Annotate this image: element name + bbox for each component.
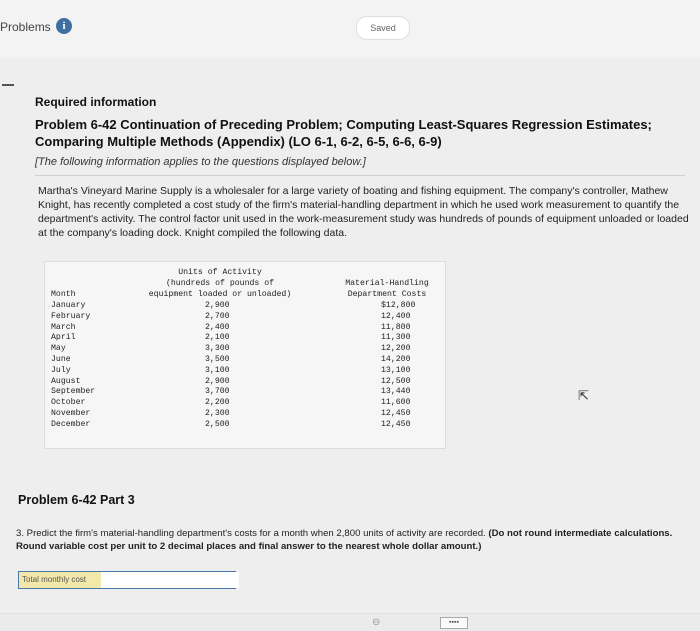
total-monthly-cost-input[interactable]: [103, 572, 239, 588]
units-header-line: (hundreds of pounds of: [165, 278, 275, 288]
saved-status-badge: Saved: [356, 16, 410, 40]
table-row: [51, 398, 441, 409]
answer-label: Total monthly cost: [19, 572, 101, 588]
table-row: [51, 344, 441, 355]
bottom-bar: [0, 613, 700, 631]
month-cell: December: [51, 419, 91, 429]
problem-title: Problem 6-42 Continuation of Preceding Problem; Computing Least-Squares Regression Estimates; Comparing Multiple Methods (Appendix) (LO 6-1, 6-2, 6-5, 6-6, 6-9): [35, 117, 652, 149]
cost-cell: 11,600: [381, 398, 411, 408]
more-button[interactable]: ▪▪▪▪: [440, 617, 468, 629]
month-cell: November: [51, 408, 91, 418]
units-cell: 2,400: [205, 322, 230, 332]
data-table: [44, 261, 446, 449]
link-icon[interactable]: ⊖: [372, 617, 381, 628]
mouse-cursor-icon: ⇱: [578, 388, 589, 403]
cost-cell: $12,800: [381, 301, 416, 310]
problem-page: [0, 58, 700, 630]
collapse-dash-icon[interactable]: [2, 84, 14, 86]
month-cell: July: [51, 365, 71, 375]
table-row: [51, 366, 441, 377]
month-cell: April: [51, 333, 76, 343]
units-cell: 2,200: [205, 398, 230, 408]
month-cell: September: [51, 387, 96, 397]
units-cell: 2,900: [205, 376, 230, 386]
units-cell: 2,300: [205, 408, 230, 418]
top-bar: [0, 0, 700, 58]
table-row: [51, 377, 441, 388]
units-cell: 2,900: [205, 301, 230, 310]
month-cell: January: [51, 301, 86, 310]
cost-cell: 12,400: [381, 311, 411, 321]
month-column-header: Month: [51, 290, 76, 299]
units-header-line: equipment loaded or unloaded): [148, 289, 292, 299]
month-cell: February: [51, 311, 91, 321]
table-row: [51, 355, 441, 366]
cost-cell: 13,440: [381, 387, 411, 397]
units-cell: 2,700: [205, 311, 230, 321]
cost-cell: 12,450: [381, 408, 411, 418]
table-row: [51, 387, 441, 398]
units-cell: 2,500: [205, 419, 230, 429]
table-rows: [51, 301, 441, 431]
month-cell: May: [51, 344, 66, 354]
cost-column-header: [335, 279, 439, 301]
cost-cell: 12,200: [381, 344, 411, 354]
cost-cell: 11,800: [381, 322, 411, 332]
cost-cell: 12,500: [381, 376, 411, 386]
question-plain: 3. Predict the firm's material-handling department's costs for a month when 2,800 units of activity are recorded.: [16, 528, 486, 539]
info-icon[interactable]: i: [56, 18, 72, 34]
units-cell: 3,300: [205, 344, 230, 354]
table-row: [51, 409, 441, 420]
units-column-header: [135, 268, 305, 300]
units-header-line: Units of Activity: [178, 268, 262, 277]
table-row: [51, 420, 441, 431]
cost-header-line: Material-Handling: [345, 279, 429, 288]
table-row: [51, 333, 441, 344]
cost-cell: 11,300: [381, 333, 411, 343]
answer-row: [18, 571, 236, 589]
units-cell: 3,500: [205, 354, 230, 364]
units-cell: 2,100: [205, 333, 230, 343]
month-cell: March: [51, 322, 76, 332]
part-title: Problem 6-42 Part 3: [18, 493, 135, 507]
question-text: [16, 527, 700, 553]
table-row: [51, 323, 441, 334]
month-cell: June: [51, 354, 71, 364]
table-row: [51, 312, 441, 323]
month-cell: August: [51, 376, 81, 386]
cost-header-line: Department Costs: [347, 289, 427, 299]
problems-label[interactable]: Problems: [0, 20, 51, 34]
question-instructions: (Do not round intermediate calculations. Round variable cost per unit to 2 decimal places and final answer to the nearest whole dollar amount.): [16, 528, 673, 552]
applies-note: [The following information applies to the questions displayed below.]: [35, 156, 366, 168]
problem-paragraph: Martha's Vineyard Marine Supply is a wholesaler for a large variety of boating and fishing equipment. The company's controller, Mathew Knight, has recently completed a cost study of the firm's material-handling department in which he used work measurement to quantify the department's activity. The control factor unit used in the work-measurement study was hundreds of pounds of equipment unloaded or loaded at the company's loading dock. Knight compiled the following data.: [38, 185, 689, 239]
month-cell: October: [51, 398, 86, 408]
cost-cell: 14,200: [381, 354, 411, 364]
units-cell: 3,700: [205, 387, 230, 397]
cost-cell: 13,100: [381, 365, 411, 375]
divider: [35, 175, 685, 176]
required-info-heading: Required information: [35, 95, 157, 109]
units-cell: 3,100: [205, 365, 230, 375]
cost-cell: 12,450: [381, 419, 411, 429]
table-row: [51, 301, 441, 312]
